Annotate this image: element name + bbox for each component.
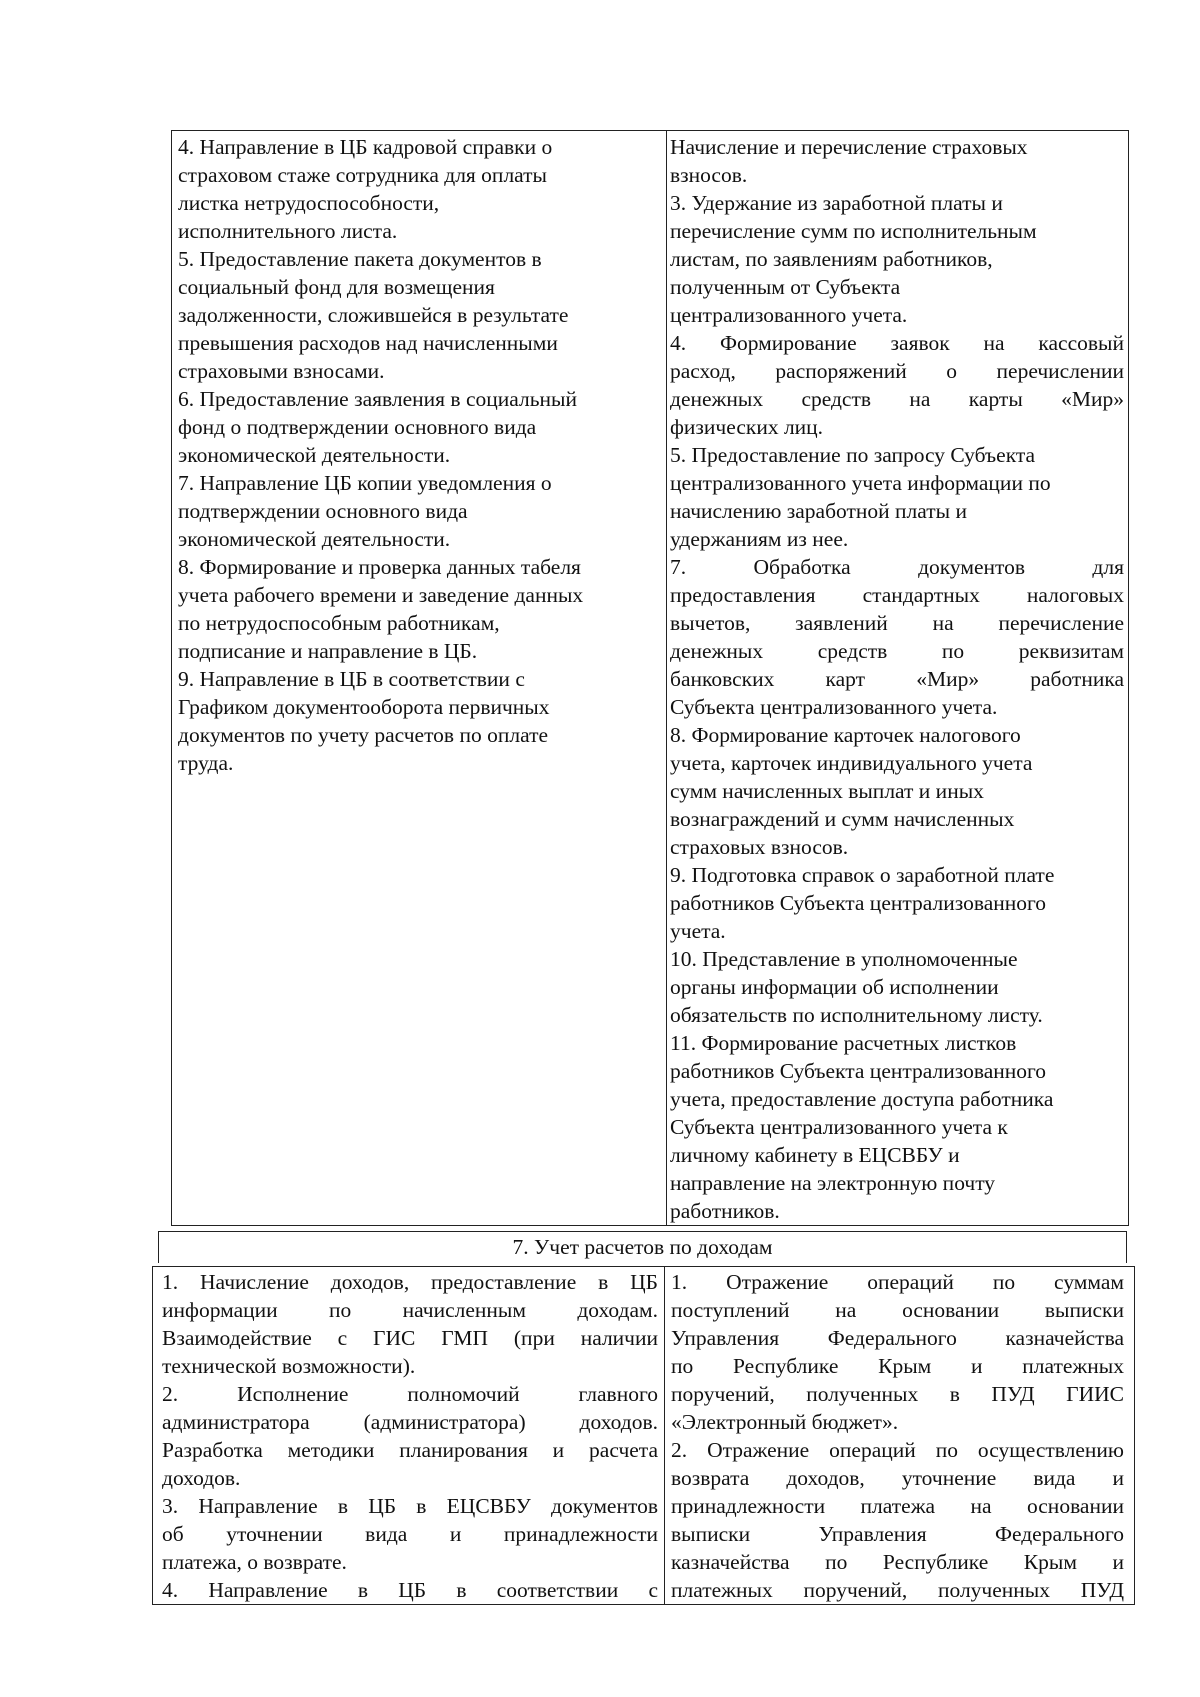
text-line: денежных средств на карты «Мир»: [670, 387, 1124, 411]
left-cell-top-text: [178, 133, 666, 777]
text-line: страховых взносов.: [670, 835, 849, 859]
text-line: взносов.: [670, 163, 748, 187]
text-line: учета.: [670, 919, 726, 943]
text-line: доходов.: [162, 1466, 241, 1490]
text-line: экономической деятельности.: [178, 443, 451, 467]
text-line: вознаграждений и сумм начисленных: [670, 807, 1015, 831]
table-row: [153, 1267, 1135, 1605]
text-line: 4. Формирование заявок на кассовый: [670, 331, 1124, 355]
text-line: 2. Отражение операций по осуществлению: [671, 1438, 1124, 1462]
text-line: 6. Предоставление заявления в социальный: [178, 387, 577, 411]
text-line: банковских карт «Мир» работника: [670, 667, 1124, 691]
text-line: 9. Направление в ЦБ в соответствии с: [178, 667, 525, 691]
text-line: по Республике Крым и платежных: [671, 1354, 1124, 1378]
text-line: начислению заработной платы и: [670, 499, 967, 523]
text-line: 9. Подготовка справок о заработной плате: [670, 863, 1055, 887]
text-line: направление на электронную почту: [670, 1171, 996, 1195]
left-cell-top: [172, 131, 667, 1226]
text-line: перечисление сумм по исполнительным: [670, 219, 1037, 243]
text-line: информации по начисленным доходам.: [162, 1298, 658, 1322]
text-line: 7. Обработка документов для: [670, 555, 1124, 579]
text-line: 8. Формирование и проверка данных табеля: [178, 555, 581, 579]
text-line: листка нетрудоспособности,: [178, 191, 440, 215]
left-cell-bottom: [153, 1267, 665, 1605]
text-line: работников Субъекта централизованного: [670, 1059, 1047, 1083]
text-line: социальный фонд для возмещения: [178, 275, 495, 299]
text-line: учета рабочего времени и заведение данных: [178, 583, 584, 607]
text-line: централизованного учета.: [670, 303, 908, 327]
text-line: поступлений на основании выписки: [671, 1298, 1124, 1322]
text-line: 5. Предоставление пакета документов в: [178, 247, 542, 271]
text-line: «Электронный бюджет».: [671, 1410, 899, 1434]
text-line: платежа, о возврате.: [162, 1550, 347, 1574]
text-line: подписание и направление в ЦБ.: [178, 639, 478, 663]
responsibilities-table-bottom: [152, 1266, 1135, 1605]
text-line: Начисление и перечисление страховых: [670, 135, 1028, 159]
left-cell-bottom-text: [162, 1268, 658, 1604]
text-line: учета, карточек индивидуального учета: [670, 751, 1033, 775]
text-line: денежных средств по реквизитам: [670, 639, 1124, 663]
text-line: 7. Направление ЦБ копии уведомления о: [178, 471, 552, 495]
text-line: документов по учету расчетов по оплате: [178, 723, 549, 747]
text-line: Субъекта централизованного учета к: [670, 1115, 1008, 1139]
text-line: физических лиц.: [670, 415, 824, 439]
text-line: выписки Управления Федерального: [671, 1522, 1124, 1546]
text-line: казначейства по Республике Крым и: [671, 1550, 1124, 1574]
right-cell-bottom: [665, 1267, 1135, 1605]
text-line: учета, предоставление доступа работника: [670, 1087, 1054, 1111]
text-line: Субъекта централизованного учета.: [670, 695, 998, 719]
text-line: 1. Отражение операций по суммам: [671, 1270, 1124, 1294]
text-line: возврата доходов, уточнение вида и: [671, 1466, 1124, 1490]
text-line: работников Субъекта централизованного: [670, 891, 1047, 915]
text-line: централизованного учета информации по: [670, 471, 1051, 495]
right-cell-bottom-text: [671, 1268, 1124, 1604]
text-line: технической возможности).: [162, 1354, 416, 1378]
text-line: задолженности, сложившейся в результате: [178, 303, 569, 327]
text-line: администратора (администратора) доходов.: [162, 1410, 658, 1434]
text-line: исполнительного листа.: [178, 219, 398, 243]
text-line: 10. Представление в уполномоченные: [670, 947, 1018, 971]
table-row: [172, 131, 1129, 1226]
text-line: обязательств по исполнительному листу.: [670, 1003, 1043, 1027]
text-line: 2. Исполнение полномочий главного: [162, 1382, 658, 1406]
text-line: подтверждении основного вида: [178, 499, 468, 523]
text-line: страховыми взносами.: [178, 359, 385, 383]
right-cell-top-text: [670, 133, 1124, 1225]
text-line: труда.: [178, 751, 234, 775]
text-line: личному кабинету в ЕЦСВБУ и: [670, 1143, 960, 1167]
text-line: 8. Формирование карточек налогового: [670, 723, 1021, 747]
text-line: поручений, полученных в ПУД ГИИС: [671, 1382, 1124, 1406]
text-line: по нетрудоспособным работникам,: [178, 611, 500, 635]
text-line: органы информации об исполнении: [670, 975, 999, 999]
text-line: платежных поручений, полученных ПУД: [671, 1578, 1124, 1602]
text-line: работников.: [670, 1199, 780, 1223]
text-line: Управления Федерального казначейства: [671, 1326, 1124, 1350]
text-line: 5. Предоставление по запросу Субъекта: [670, 443, 1036, 467]
text-line: 4. Направление в ЦБ кадровой справки о: [178, 135, 553, 159]
text-line: 3. Направление в ЦБ в ЕЦСВБУ документов: [162, 1494, 658, 1518]
text-line: расход, распоряжений о перечислении: [670, 359, 1124, 383]
responsibilities-table-top: [171, 130, 1129, 1226]
text-line: Разработка методики планирования и расчета: [162, 1438, 658, 1462]
text-line: 4. Направление в ЦБ в соответствии с: [162, 1578, 658, 1602]
text-line: превышения расходов над начисленными: [178, 331, 558, 355]
text-line: Взаимодействие с ГИС ГМП (при наличии: [162, 1326, 658, 1350]
text-line: 3. Удержание из заработной платы и: [670, 191, 1003, 215]
text-line: сумм начисленных выплат и иных: [670, 779, 984, 803]
section-title: 7. Учет расчетов по доходам: [158, 1231, 1127, 1263]
text-line: фонд о подтверждении основного вида: [178, 415, 537, 439]
text-line: 1. Начисление доходов, предоставление в ЦБ: [162, 1270, 658, 1294]
text-line: Графиком документооборота первичных: [178, 695, 550, 719]
right-cell-top: [667, 131, 1129, 1226]
text-line: предоставления стандартных налоговых: [670, 583, 1124, 607]
text-line: страховом стаже сотрудника для оплаты: [178, 163, 547, 187]
text-line: экономической деятельности.: [178, 527, 451, 551]
text-line: полученным от Субъекта: [670, 275, 901, 299]
text-line: листам, по заявлениям работников,: [670, 247, 993, 271]
text-line: принадлежности платежа на основании: [671, 1494, 1124, 1518]
text-line: об уточнении вида и принадлежности: [162, 1522, 658, 1546]
text-line: вычетов, заявлений на перечисление: [670, 611, 1124, 635]
text-line: 11. Формирование расчетных листков: [670, 1031, 1017, 1055]
text-line: удержаниям из нее.: [670, 527, 849, 551]
